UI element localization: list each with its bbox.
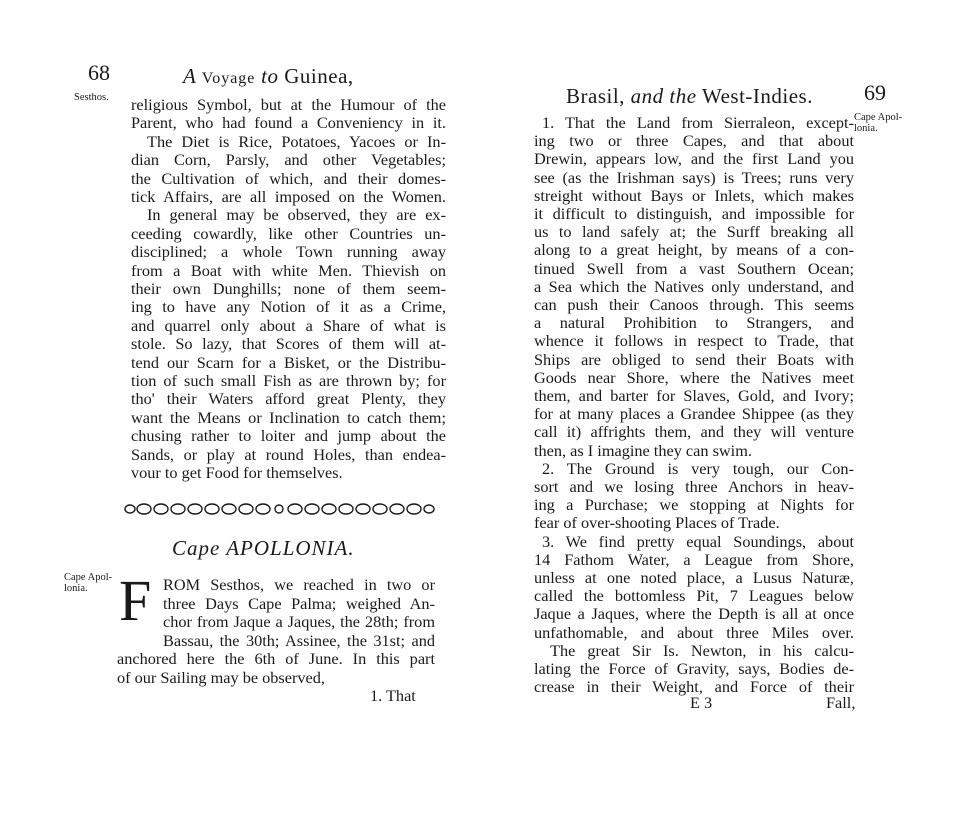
text-line: call it) affrights them, and they will venture	[534, 422, 854, 442]
right-page	[490, 0, 980, 824]
text-line: tho' their Waters afford great Plenty, they	[131, 389, 446, 409]
text-line: for at many places a Grandee Shippee (as they	[534, 404, 854, 424]
text-line: Goods near Shore, where the Natives meet	[534, 367, 854, 387]
text-line: ing a Purchase; we stopping at Nights for	[534, 495, 854, 515]
text-line: ing two or three Capes, and that about	[534, 131, 854, 151]
text-line: it difficult to distinguish, and impossible for	[534, 204, 854, 223]
text-line: Parent, who had found a Conveniency in it.	[131, 113, 446, 133]
text-line: from a Boat with white Men. Thievish on	[131, 260, 446, 280]
text-line: ceeding cowardly, like other Countries un-	[131, 223, 446, 243]
text-line: chor from Jaque a Jaques, the 28th; from	[163, 612, 435, 632]
text-line: Ships are obliged to send their Boats with	[534, 349, 854, 369]
text-line: disciplined; a whole Town running away	[131, 242, 446, 262]
text-line: In general may be observed, they are ex-	[147, 205, 446, 225]
text-line: The Diet is Rice, Potatoes, Yacoes or In-	[147, 131, 446, 151]
text-line: them, and barter for Slaves, Gold, and Ivory;	[534, 386, 854, 405]
text-line: stole. So lazy, that Scores of them will at-	[131, 334, 446, 354]
text-line: see (as the Irishman says) is Trees; runs very	[534, 167, 854, 187]
text-line: can push their Canoos through. This seems	[534, 295, 854, 314]
text-line: chusing rather to loiter and jump about the	[131, 426, 446, 446]
right-page-number: 69	[864, 80, 886, 105]
text-line: whence it follows in respect to Trade, that	[534, 331, 854, 351]
text-line: fear of over-shooting Places of Trade.	[534, 513, 780, 533]
text-line: 2. The Ground is very tough, our Con-	[542, 458, 854, 478]
section-title: Cape APOLLONIA.	[172, 536, 355, 560]
text-line: us to land safely at; the Surff breaking all	[534, 222, 854, 242]
text-line: ing to have any Notion of it as a Crime,	[131, 297, 446, 317]
margin-note-cape-apollonia: Cape Apol-lonia.	[64, 572, 113, 594]
text-line: want the Means or Inclination to catch them;	[131, 407, 446, 427]
text-line: 3. We find pretty equal Soundings, about	[542, 531, 854, 551]
right-catchword: Fall,	[826, 693, 856, 712]
drop-cap: F	[119, 568, 152, 633]
text-line: and quarrel only about a Share of what is	[131, 315, 446, 335]
text-line: sort and we losing three Anchors in heav-	[534, 477, 854, 496]
text-line: Bassau, the 30th; Assinee, the 31st; and	[163, 630, 435, 650]
text-line: ROM Sesthos, we reached in two or	[163, 575, 435, 594]
text-line: tick Affairs, are all imposed on the Women.	[131, 187, 446, 206]
text-line: called the bottomless Pit, 7 Leagues below	[534, 586, 854, 606]
text-line: Sands, or play at round Holes, than endea-	[131, 444, 446, 464]
text-line: 1. That the Land from Sierraleon, except-	[542, 113, 854, 132]
text-line: tion of such small Fish as are thrown by; for	[131, 371, 446, 390]
left-running-head: A Voyage to Guinea,	[183, 64, 354, 88]
text-line: streight without Bays or Inlets, which makes	[534, 185, 854, 205]
margin-note-sesthos: Sesthos.	[74, 92, 109, 103]
text-line: unless at one noted place, a Lusus Naturæ,	[534, 568, 854, 587]
left-page-number: 68	[88, 60, 110, 85]
text-line: religious Symbol, but at the Humour of the	[131, 95, 446, 114]
text-line: anchored here the 6th of June. In this part	[117, 649, 435, 669]
text-line: a Sea which the Natives only understand, and	[534, 276, 854, 296]
text-line: Drewin, appears low, and the first Land you	[534, 149, 854, 169]
text-line: Jaque a Jaques, where the Depth is all at once	[534, 604, 854, 624]
text-line: their own Dunghills; none of them seem-	[131, 279, 446, 298]
left-catchword: 1. That	[370, 686, 416, 705]
text-line: vour to get Food for themselves.	[131, 463, 343, 482]
text-line: the Cultivation of which, and their domes-	[131, 168, 446, 188]
text-line: tinued Swell from a vast Southern Ocean;	[534, 258, 854, 278]
text-line: 14 Fathom Water, a League from Shore,	[534, 549, 854, 569]
text-line: a natural Prohibition to Strangers, and	[534, 313, 854, 333]
ornament-border-icon	[122, 500, 436, 518]
text-line: lating the Force of Gravity, says, Bodies de-	[534, 659, 854, 678]
text-line: three Days Cape Palma; weighed An-	[163, 593, 435, 613]
signature-mark: E 3	[690, 693, 713, 712]
text-line: unfathomable, and about three Miles over.	[534, 622, 854, 642]
text-line: dian Corn, Parsly, and other Vegetables;	[131, 150, 446, 170]
text-line: The great Sir Is. Newton, in his calcu-	[550, 640, 854, 660]
text-line: along to a great height, by means of a con-	[534, 240, 854, 260]
text-line: then, as I imagine they can swim.	[534, 440, 752, 460]
text-line: crease in their Weight, and Force of their	[534, 677, 854, 697]
text-line: tend our Scarn for a Bisket, or the Distribu-	[131, 352, 446, 372]
text-line: of our Sailing may be observed,	[117, 668, 325, 687]
right-margin-note: Cape Apol-lonia.	[854, 112, 903, 134]
right-running-head: Brasil, and the West-Indies.	[566, 84, 813, 108]
